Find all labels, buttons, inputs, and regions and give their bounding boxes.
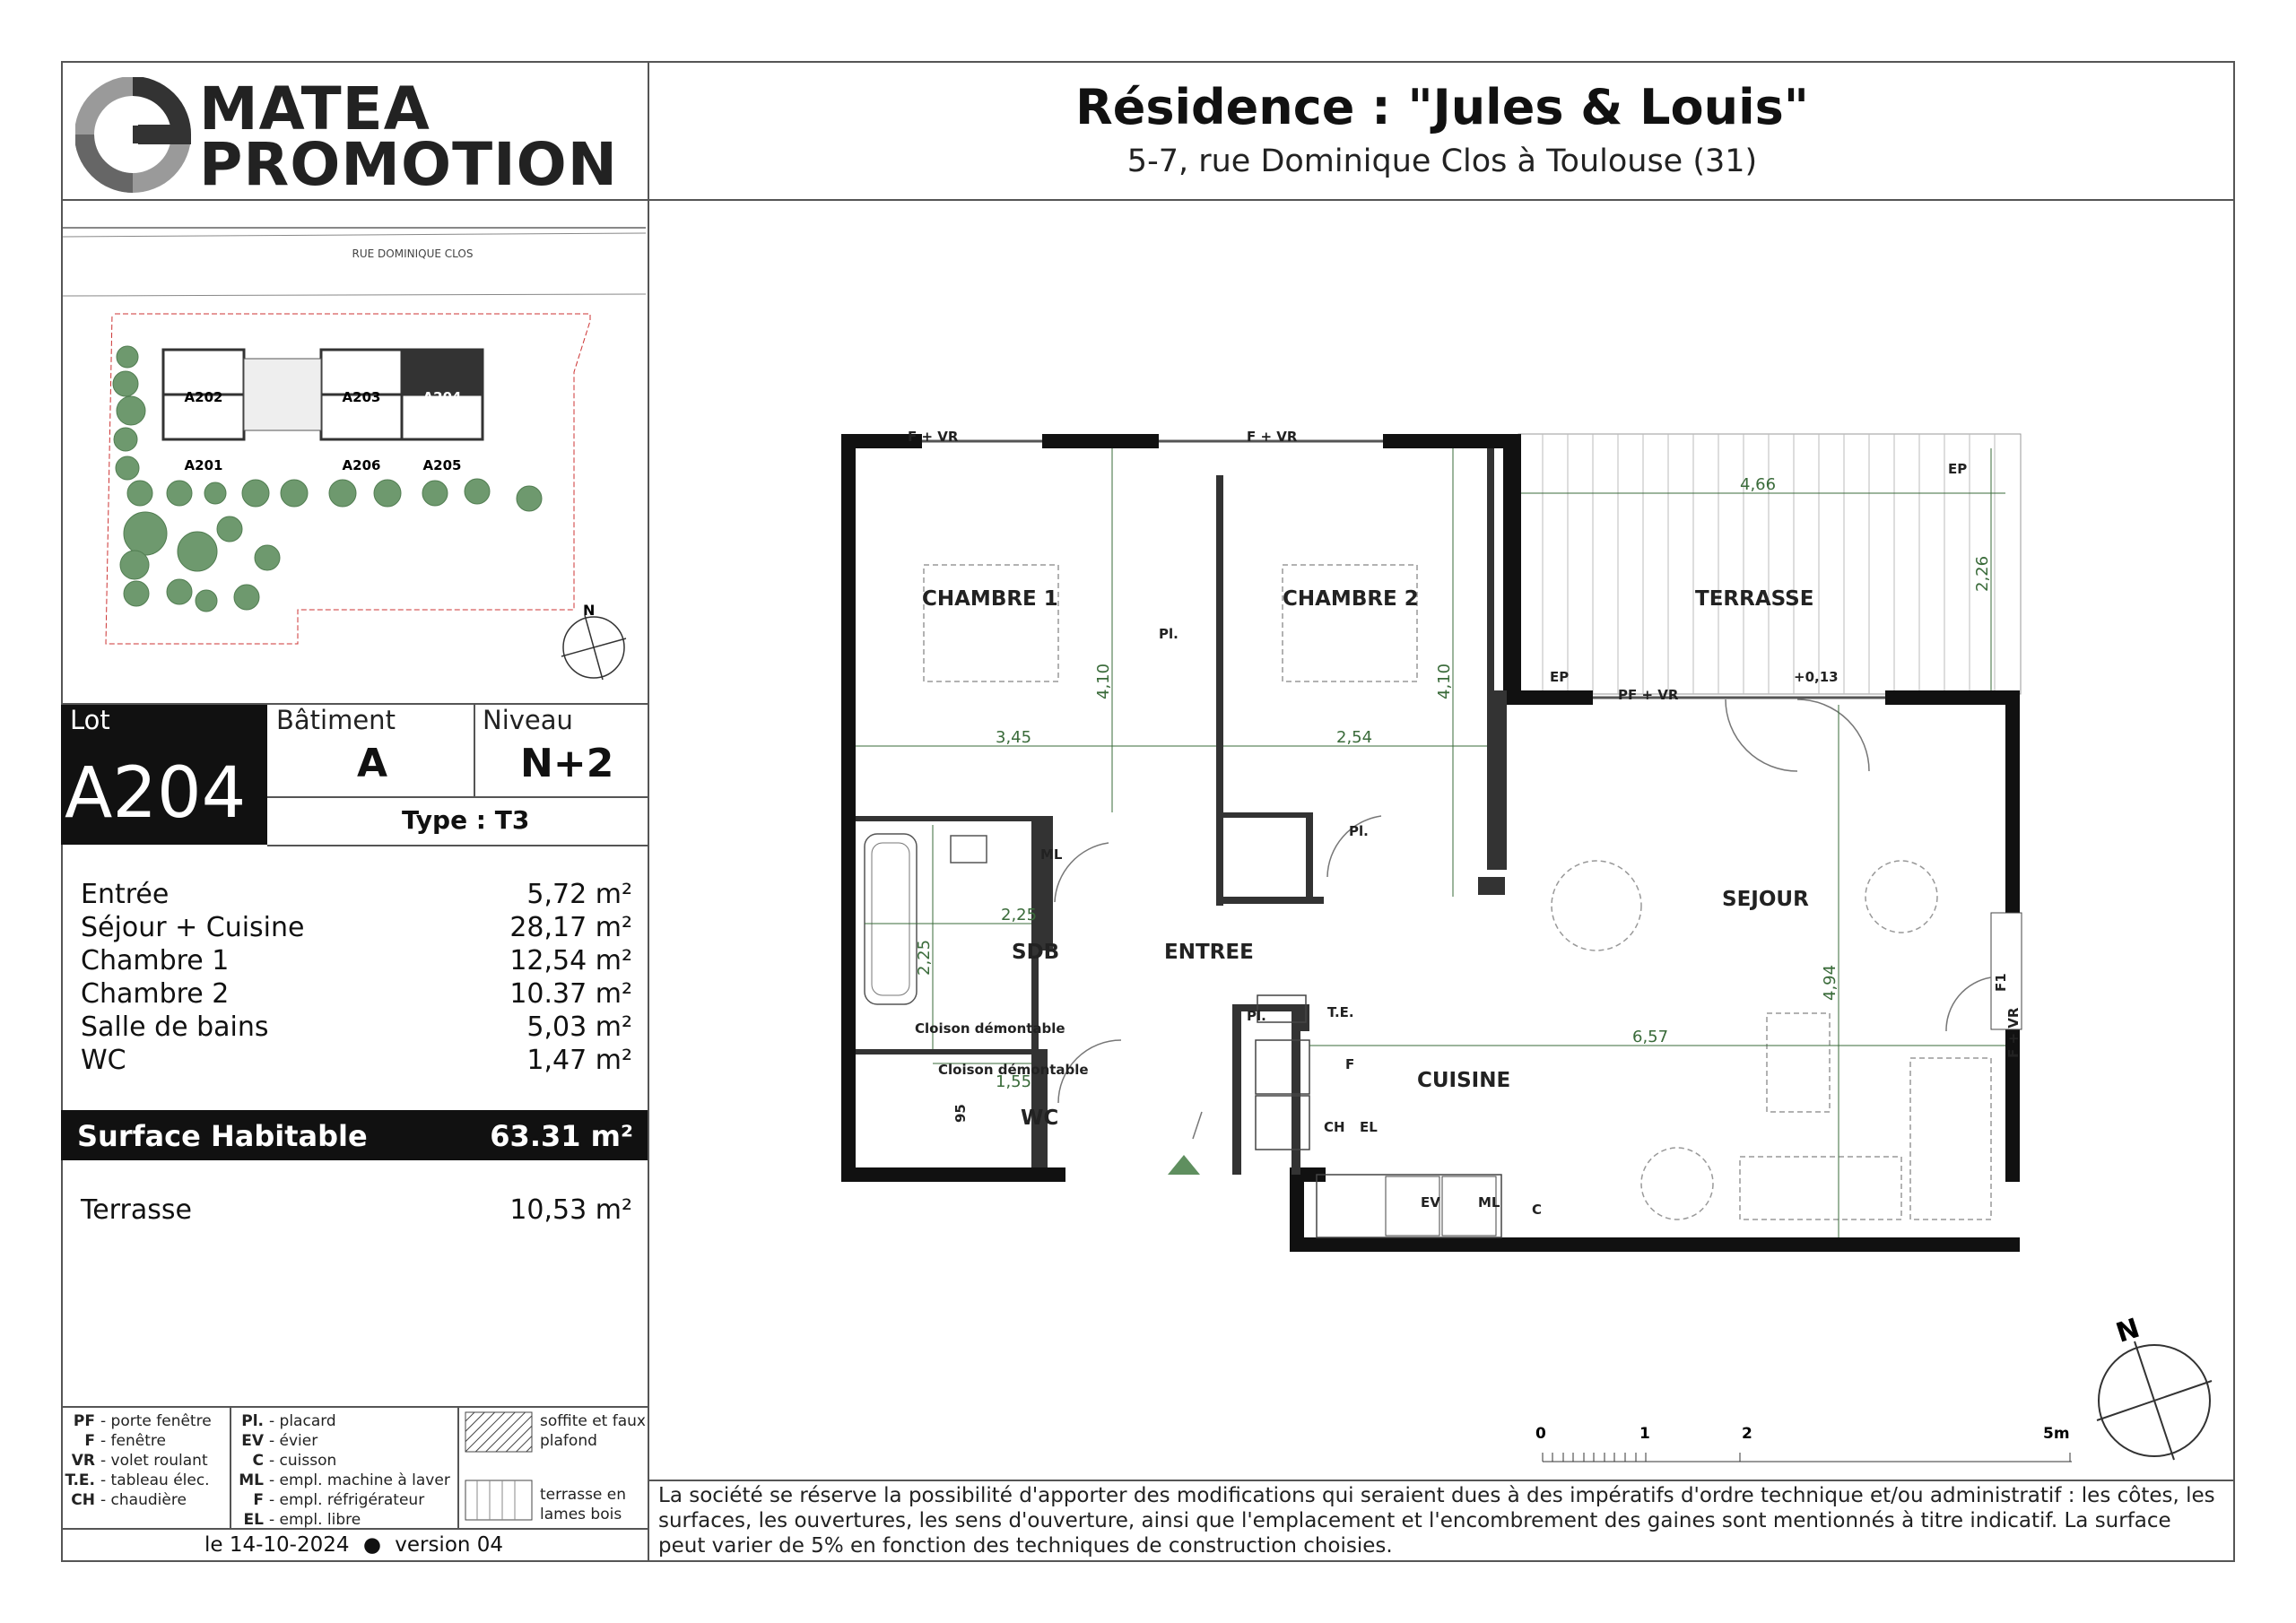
- dim-225b: 2,25: [915, 939, 934, 976]
- surface-bar: [61, 1110, 648, 1160]
- hatch-soffite-label: soffite et faux plafond: [540, 1412, 646, 1450]
- brand-line2: PROMOTION: [199, 130, 619, 199]
- dim-226: 2,26: [1973, 555, 1992, 592]
- svg-text:A204: A204: [422, 389, 462, 405]
- room-row: Chambre 1 12,54 m²: [81, 945, 632, 976]
- entry-arrow-icon: [1168, 1155, 1200, 1175]
- floor-plan: [825, 421, 2045, 1282]
- opening-fvr2: F + VR: [1247, 429, 1298, 445]
- mark-ch: CH: [1324, 1119, 1345, 1135]
- svg-text:2: 2: [1742, 1425, 1752, 1443]
- legend-col2: Pl. - placard EV - évier C - cuisson ML - empl. machine à laver F - empl. réfrigérateur EL - empl. libre: [239, 1412, 450, 1529]
- niveau-value: N+2: [520, 741, 614, 786]
- mark-f: F: [1345, 1056, 1355, 1072]
- mark-cloison1: Cloison démontable: [915, 1020, 1065, 1037]
- niveau-label: Niveau: [483, 705, 573, 735]
- mark-te: T.E.: [1327, 1004, 1354, 1020]
- legend-divider: [61, 1406, 648, 1408]
- lot-label: Lot: [70, 705, 110, 735]
- mark-el: EL: [1360, 1119, 1378, 1135]
- footer-version: version 04: [395, 1533, 504, 1557]
- lot-divider: [474, 705, 475, 796]
- opening-fvr1: F + VR: [908, 429, 959, 445]
- svg-text:A206: A206: [342, 457, 381, 473]
- dim-657: 6,57: [1632, 1028, 1669, 1046]
- svg-text:A205: A205: [422, 457, 462, 473]
- lot-type: Type : T3: [402, 805, 530, 835]
- mark-ev: EV: [1421, 1194, 1440, 1211]
- room-cuisine: CUISINE: [1417, 1069, 1511, 1092]
- batiment-value: A: [357, 741, 388, 786]
- room-sejour: SEJOUR: [1722, 888, 1809, 911]
- column-divider: [648, 61, 649, 1562]
- page-title: Résidence : "Jules & Louis": [1075, 79, 1809, 135]
- opening-pfvr: PF + VR: [1618, 687, 1679, 703]
- hatch-soffite-swatch: [465, 1411, 533, 1453]
- room-entree: ENTREE: [1164, 941, 1254, 964]
- header-divider: [61, 199, 2235, 201]
- scale-bar: [1525, 1417, 2081, 1471]
- mark-ep1: EP: [1948, 461, 1968, 477]
- dim-494: 4,94: [1821, 964, 1839, 1001]
- batiment-label: Bâtiment: [276, 705, 396, 735]
- mark-pl3: Pl.: [1247, 1008, 1266, 1024]
- mark-ep2: EP: [1550, 669, 1570, 685]
- legend-vdivider2: [457, 1408, 459, 1528]
- footer-date: le 14-10-2024: [204, 1533, 350, 1557]
- page-address: 5-7, rue Dominique Clos à Toulouse (31): [1126, 143, 1758, 179]
- hatch-lames-label: terrasse en lames bois: [540, 1486, 627, 1523]
- room-row: Chambre 2 10.37 m²: [81, 978, 632, 1010]
- siteplan-street: RUE DOMINIQUE CLOS: [352, 247, 474, 260]
- lot-hdivider2: [267, 845, 648, 846]
- mark-c: C: [1532, 1202, 1543, 1218]
- room-row: WC 1,47 m²: [81, 1045, 632, 1076]
- siteplan-highlight-a204: [402, 350, 483, 395]
- svg-text:A202: A202: [184, 389, 223, 405]
- lot-hdivider: [267, 796, 648, 798]
- siteplan-north: N: [583, 602, 596, 619]
- mark-pl1: Pl.: [1159, 626, 1178, 642]
- hatch-lames-swatch: [465, 1480, 533, 1521]
- opening-fvr3: F + VR: [2005, 1007, 2022, 1058]
- mark-ml1: ML: [1040, 846, 1063, 863]
- dim-466: 4,66: [1740, 475, 1777, 494]
- north-compass-icon: [2081, 1309, 2224, 1471]
- dim-410b: 4,10: [1435, 663, 1454, 699]
- mark-wc95: 95: [952, 1104, 969, 1123]
- brand-line1: MATEA: [199, 74, 430, 143]
- matea-logo-icon: [75, 77, 192, 194]
- mark-ml2: ML: [1478, 1194, 1500, 1211]
- room-row: Séjour + Cuisine 28,17 m²: [81, 912, 632, 943]
- dim-225a: 2,25: [1001, 906, 1038, 924]
- mark-cloison2: Cloison démontable: [938, 1062, 1089, 1078]
- terrasse-row: Terrasse 10,53 m²: [81, 1194, 632, 1226]
- dim-410a: 4,10: [1094, 663, 1113, 699]
- room-chambre2: CHAMBRE 2: [1283, 587, 1419, 611]
- mark-lvl: +0,13: [1794, 669, 1839, 685]
- svg-text:5m: 5m: [2043, 1425, 2070, 1443]
- room-sdb: SDB: [1012, 941, 1060, 964]
- svg-text:0: 0: [1535, 1425, 1546, 1443]
- room-row: Entrée 5,72 m²: [81, 879, 632, 910]
- surface-label: Surface Habitable: [77, 1119, 368, 1153]
- dim-155: 1,55: [996, 1072, 1032, 1091]
- site-plan: [63, 224, 646, 699]
- room-chambre1: CHAMBRE 1: [922, 587, 1058, 611]
- svg-text:A203: A203: [342, 389, 381, 405]
- room-row: Salle de bains 5,03 m²: [81, 1011, 632, 1043]
- disclaimer-divider: [649, 1480, 2235, 1481]
- svg-text:A201: A201: [184, 457, 223, 473]
- north-label: N: [2112, 1312, 2144, 1350]
- mark-pl2: Pl.: [1349, 823, 1369, 839]
- legend-col1: PF - porte fenêtre F - fenêtre VR - volet roulant T.E. - tableau élec. CH - chaudière: [65, 1412, 212, 1509]
- footer-date-version: le 14-10-2024 ● version 04: [204, 1533, 504, 1557]
- surface-value: 63.31 m²: [490, 1119, 633, 1153]
- disclaimer: La société se réserve la possibilité d'apporter des modifications qui seraient dues à des impératifs d'ordre technique et/ou administratif : les côtes, les surfaces, les ouvertures, les sens d'ouverture, ainsi que l'emplacement et l'encombrement des gaines sont mentionnés à titre indicatif. La surface peut varier de 5% en fonction des techniques de construction choisies.: [658, 1484, 2215, 1558]
- dim-254: 2,54: [1336, 728, 1373, 747]
- lot-value: A204: [65, 753, 247, 834]
- room-terrasse: TERRASSE: [1695, 587, 1814, 611]
- svg-text:1: 1: [1639, 1425, 1650, 1443]
- room-wc: WC: [1021, 1107, 1059, 1130]
- dim-345: 3,45: [996, 728, 1032, 747]
- opening-f1: F1: [1993, 973, 2009, 992]
